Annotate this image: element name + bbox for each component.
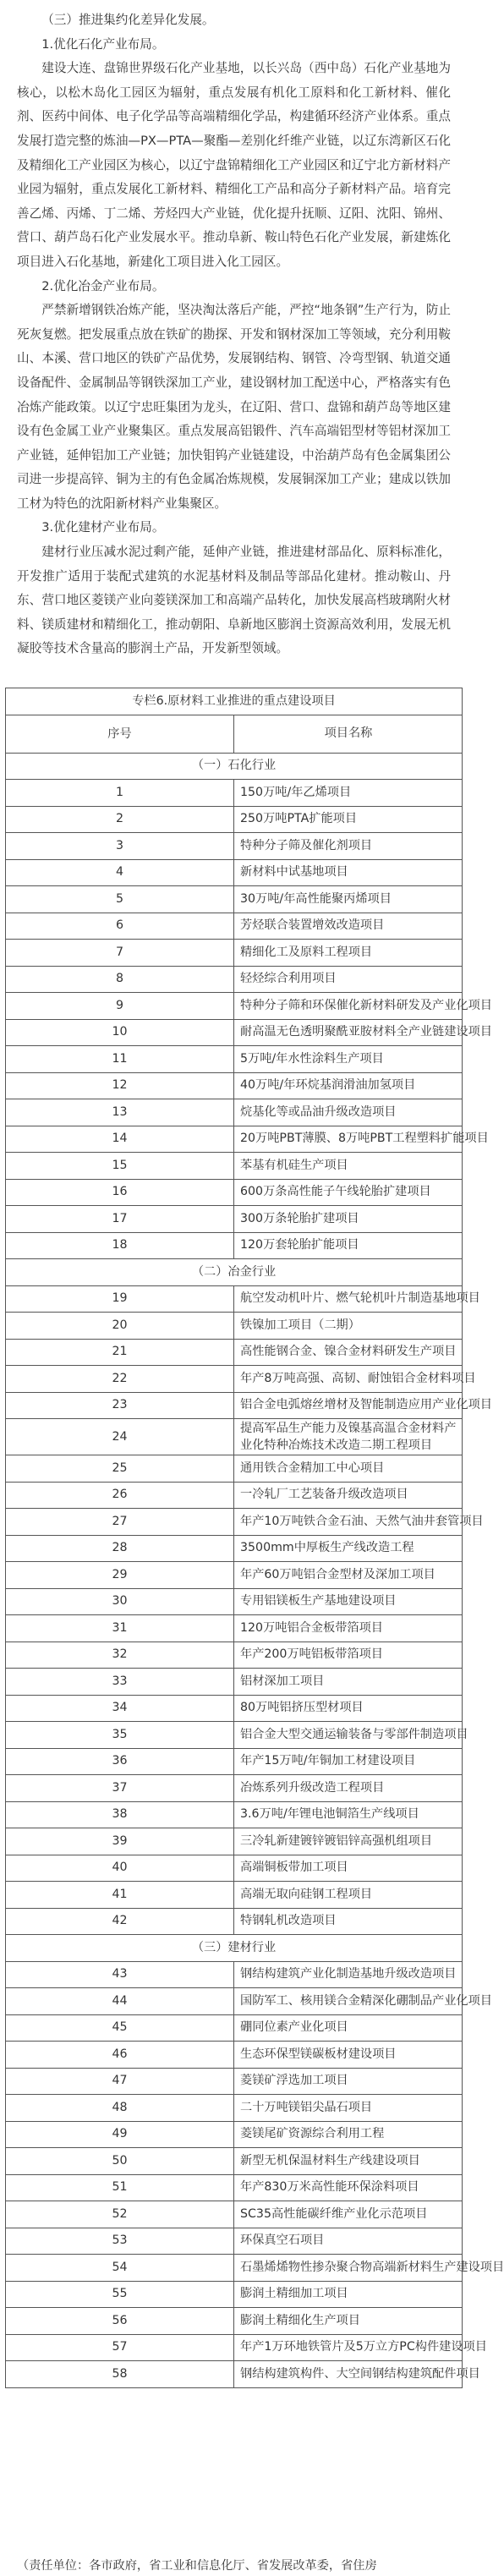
category-label: （一）石化行业 xyxy=(6,753,463,780)
row-number: 15 xyxy=(6,1153,234,1180)
table-row xyxy=(6,1339,463,1366)
project-name: 航空发动机叶片、燃气轮机叶片制造基地项目 xyxy=(234,1285,463,1313)
table-row xyxy=(6,940,463,967)
row-number: 28 xyxy=(6,1535,234,1562)
table-row xyxy=(6,1313,463,1340)
table-row xyxy=(6,1179,463,1206)
item1-body: 建设大连、盘锦世界级石化产业基地，以长兴岛（西中岛）石化产业基地为核心，以松木岛化工园区为辐射，重点发展有机化工原料和化工新材料、催化剂、医药中间体、电子化学品等高端精细化学品，构建循环经济产业体系。重点发展打造完整的炼油—PX—PTA—聚酯—差别化纤维产业链，以辽东湾新区石化及精细化工产业园区为核心，以辽宁盘锦精细化工产业园区和辽宁北方新材料产业园为辐射，重点发展化工新材料、精细化工产品和高分子新材料产品。培育完善乙烯、丙烯、丁二烯、芳烃四大产业链，优化提升抚顺、辽阳、沈阳、锦州、营口、葫芦岛石化产业发展水平。推动阜新、鞍山特色石化产业发展，新建炼化项目进入石化基地，新建化工项目进入化工园区。 xyxy=(17,61,451,269)
table-row xyxy=(6,2148,463,2175)
project-name: 年产8万吨高强、高韧、耐蚀铝合金材料项目 xyxy=(234,1366,463,1393)
project-name: 年产200万吨铝板带箔项目 xyxy=(234,1642,463,1669)
row-number: 39 xyxy=(6,1828,234,1855)
row-number: 57 xyxy=(6,2334,234,2361)
table-row xyxy=(6,1828,463,1855)
project-name: 菱镁尾矿资源综合利用工程 xyxy=(234,2121,463,2148)
row-number: 55 xyxy=(6,2281,234,2308)
item2-body: 严禁新增钢铁冶炼产能，坚决淘汰落后产能，严控“地条钢”生产行为，防止死灰复燃。把发展重点放在铁矿的勘探、开发和钢材深加工等领域，充分利用鞍山、本溪、营口地区的铁矿产品优势，发展钢结构、钢管、冷弯型钢、轨道交通设备配件、金属制品等钢铁深加工产业，建设钢材加工配送中心，严格落实有色冶炼产能政策。以辽宁忠旺集团为龙头，在辽阳、营口、盘锦和葫芦岛等地区建设有色金属工业产业聚集区。重点发展高铝锻件、汽车高端铝型材等铝材深加工产业链，延伸铝加工产业链；加快钼钨产业链建设，中治葫芦岛有色金属集团公司进一步提高锌、铜为主的有色金属冶炼规模，发展铜深加工产业；建成以铁加工材为特色的沈阳新材料产业集聚区。 xyxy=(17,303,451,511)
project-name: 高端无取向硅钢工程项目 xyxy=(234,1882,463,1909)
project-name: 苯基有机硅生产项目 xyxy=(234,1153,463,1180)
row-number: 37 xyxy=(6,1775,234,1802)
project-name: 硼同位素产业化项目 xyxy=(234,2014,463,2042)
project-name: 5万吨/年水性涂料生产项目 xyxy=(234,1046,463,1073)
table-row xyxy=(6,780,463,807)
row-number: 9 xyxy=(6,993,234,1020)
row-number: 10 xyxy=(6,1019,234,1046)
table-row xyxy=(6,2042,463,2069)
row-number: 40 xyxy=(6,1855,234,1882)
table-row xyxy=(6,2334,463,2361)
table-row xyxy=(6,1961,463,1988)
project-name: 年产830万米高性能环保涂料项目 xyxy=(234,2174,463,2201)
project-name: 高端铜板带加工项目 xyxy=(234,1855,463,1882)
project-name: 生态环保型镁碳板材建设项目 xyxy=(234,2042,463,2069)
row-number: 31 xyxy=(6,1615,234,1642)
projects-table xyxy=(5,688,504,2388)
project-name: 芳烃联合装置增效改造项目 xyxy=(234,913,463,940)
table-row xyxy=(6,886,463,913)
project-name: 80万吨铝挤压型材项目 xyxy=(234,1695,463,1722)
table-row xyxy=(6,1775,463,1802)
table-row xyxy=(6,2255,463,2282)
row-number: 8 xyxy=(6,966,234,993)
row-number: 48 xyxy=(6,2095,234,2122)
row-number: 13 xyxy=(6,1099,234,1126)
table-row xyxy=(6,2174,463,2201)
table-row xyxy=(6,1855,463,1882)
project-name: SC35高性能碳纤维产业化示范项目 xyxy=(234,2201,463,2228)
category-row xyxy=(6,1259,463,1286)
table-row xyxy=(6,2201,463,2228)
project-name: 石墨烯烯物性掺杂聚合物高端新材料生产建设项目 xyxy=(234,2255,463,2282)
project-name: 新材料中试基地项目 xyxy=(234,859,463,886)
table-row xyxy=(6,966,463,993)
table-row xyxy=(6,2014,463,2042)
project-name: 冶炼系列升级改造工程项目 xyxy=(234,1775,463,1802)
project-name: 年产15万吨/年铜加工材建设项目 xyxy=(234,1748,463,1775)
row-number: 53 xyxy=(6,2228,234,2255)
row-number: 34 xyxy=(6,1695,234,1722)
item3-heading: 3.优化建材产业布局。 xyxy=(41,520,165,535)
table-caption: 专栏6.原材料工业推进的重点建设项目 xyxy=(6,688,463,715)
project-name: 通用铁合金精加工中心项目 xyxy=(234,1455,463,1483)
category-label: （三）建材行业 xyxy=(6,1935,463,1962)
project-name: 提高军品生产能力及镍基高温合金材料产业化特种冶炼技术改造二期工程项目 xyxy=(234,1419,463,1455)
project-name: 铁镍加工项目（二期） xyxy=(234,1313,463,1340)
project-name: 600万条高性能子午线轮胎扩建项目 xyxy=(234,1179,463,1206)
row-number: 29 xyxy=(6,1562,234,1589)
table-row xyxy=(6,2228,463,2255)
project-name: 3.6万吨/年锂电池铜箔生产线项目 xyxy=(234,1801,463,1828)
table-row xyxy=(6,1801,463,1828)
project-name: 膨润土精细加工项目 xyxy=(234,2281,463,2308)
project-name: 菱镁矿浮选加工项目 xyxy=(234,2068,463,2095)
intro-text xyxy=(17,8,451,661)
project-name: 二十万吨镁铝尖晶石项目 xyxy=(234,2095,463,2122)
table-row xyxy=(6,1669,463,1696)
row-number: 12 xyxy=(6,1072,234,1099)
row-number: 42 xyxy=(6,1908,234,1935)
project-name: 钢结构建筑产业化制造基地升级改造项目 xyxy=(234,1961,463,1988)
table-header-row xyxy=(6,715,463,753)
project-name: 300万条轮胎扩建项目 xyxy=(234,1206,463,1233)
item2-heading: 2.优化冶金产业布局。 xyxy=(41,278,165,293)
table-row xyxy=(6,859,463,886)
row-number: 4 xyxy=(6,859,234,886)
table-row xyxy=(6,1509,463,1536)
project-name: 3500mm中厚板生产线改造工程 xyxy=(234,1535,463,1562)
row-number: 24 xyxy=(6,1419,234,1455)
project-name: 铝合金电弧熔丝增材及智能制造应用产业化项目 xyxy=(234,1392,463,1419)
table-row xyxy=(6,1285,463,1313)
row-number: 19 xyxy=(6,1285,234,1313)
row-number: 6 xyxy=(6,913,234,940)
row-number: 17 xyxy=(6,1206,234,1233)
row-number: 26 xyxy=(6,1482,234,1509)
row-number: 1 xyxy=(6,780,234,807)
project-name: 年产10万吨铁合金石油、天然气油井套管项目 xyxy=(234,1509,463,1536)
table-row xyxy=(6,1588,463,1615)
table-row xyxy=(6,993,463,1020)
row-number: 36 xyxy=(6,1748,234,1775)
category-row xyxy=(6,753,463,780)
table-row xyxy=(6,1019,463,1046)
project-name: 特钢轧机改造项目 xyxy=(234,1908,463,1935)
project-name: 环保真空石项目 xyxy=(234,2228,463,2255)
project-name: 膨润土精细化生产项目 xyxy=(234,2308,463,2335)
item1-heading: 1.优化石化产业布局。 xyxy=(41,36,165,52)
row-number: 56 xyxy=(6,2308,234,2335)
table-row xyxy=(6,1908,463,1935)
table-row xyxy=(6,1206,463,1233)
table-row xyxy=(6,1748,463,1775)
row-number: 32 xyxy=(6,1642,234,1669)
project-name: 烷基化等或品油升级改造项目 xyxy=(234,1099,463,1126)
table-row xyxy=(6,2121,463,2148)
row-number: 38 xyxy=(6,1801,234,1828)
project-name: 150万吨/年乙烯项目 xyxy=(234,780,463,807)
project-name: 铝合金大型交通运输装备与零部件制造项目 xyxy=(234,1722,463,1749)
row-number: 27 xyxy=(6,1509,234,1536)
row-number: 25 xyxy=(6,1455,234,1483)
project-name: 特种分子筛和环保催化新材料研发及产业化项目 xyxy=(234,993,463,1020)
row-number: 18 xyxy=(6,1232,234,1259)
row-number: 30 xyxy=(6,1588,234,1615)
table-row xyxy=(6,913,463,940)
table-row xyxy=(6,1695,463,1722)
project-name: 国防军工、核用镁合金精深化硼制品产业化项目 xyxy=(234,1988,463,2015)
row-number: 7 xyxy=(6,940,234,967)
row-number: 16 xyxy=(6,1179,234,1206)
row-number: 35 xyxy=(6,1722,234,1749)
project-name: 30万吨/年高性能聚丙烯项目 xyxy=(234,886,463,913)
row-number: 54 xyxy=(6,2255,234,2282)
project-name: 轻烃综合利用项目 xyxy=(234,966,463,993)
table-row xyxy=(6,1153,463,1180)
table-row xyxy=(6,1722,463,1749)
row-number: 2 xyxy=(6,806,234,833)
row-number: 45 xyxy=(6,2014,234,2042)
table-row xyxy=(6,1392,463,1419)
item3-body: 建材行业压减水泥过剩产能，延伸产业链，推进建材部品化、原料标准化，开发推广适用于装配式建筑的水泥基材料及制品等部品化建材。推动鞍山、丹东、营口地区菱镁产业向菱镁深加工和高端产品转化，加快发展高档玻璃附火材料、镁质建材和精细化工，推动朝阳、阜新地区膨润土资源高效利用，发展无机凝胶等技术含量高的膨润土产品，开发新型领域。 xyxy=(17,545,451,656)
row-number: 14 xyxy=(6,1126,234,1153)
row-number: 58 xyxy=(6,2361,234,2388)
row-number: 49 xyxy=(6,2121,234,2148)
row-number: 52 xyxy=(6,2201,234,2228)
table-row xyxy=(6,1455,463,1483)
project-name: 新型无机保温材料生产线建设项目 xyxy=(234,2148,463,2175)
row-number: 22 xyxy=(6,1366,234,1393)
row-number: 41 xyxy=(6,1882,234,1909)
table-row xyxy=(6,806,463,833)
table-row xyxy=(6,1882,463,1909)
project-name: 铝材深加工项目 xyxy=(234,1669,463,1696)
row-number: 5 xyxy=(6,886,234,913)
project-name: 年产1万环地铁管片及5万立方PC构件建设项目 xyxy=(234,2334,463,2361)
table-row xyxy=(6,833,463,860)
row-number: 3 xyxy=(6,833,234,860)
section-heading: （三）推进集约化差异化发展。 xyxy=(41,13,215,27)
table-row xyxy=(6,1419,463,1455)
row-number: 21 xyxy=(6,1339,234,1366)
row-number: 46 xyxy=(6,2042,234,2069)
table-row xyxy=(6,1482,463,1509)
row-number: 51 xyxy=(6,2174,234,2201)
project-name: 年产60万吨铝合金型材及深加工项目 xyxy=(234,1562,463,1589)
project-name: 耐高温无色透明聚酰亚胺材料全产业链建设项目 xyxy=(234,1019,463,1046)
table-row xyxy=(6,1046,463,1073)
table-row xyxy=(6,1535,463,1562)
table-row xyxy=(6,1988,463,2015)
table-row xyxy=(6,1642,463,1669)
table-row xyxy=(6,2095,463,2122)
header-num: 序号 xyxy=(6,715,234,753)
row-number: 47 xyxy=(6,2068,234,2095)
row-number: 50 xyxy=(6,2148,234,2175)
table-row xyxy=(6,1072,463,1099)
row-number: 11 xyxy=(6,1046,234,1073)
project-name: 专用铝镁板生产基地建设项目 xyxy=(234,1588,463,1615)
table-row xyxy=(6,1562,463,1589)
category-label: （二）冶金行业 xyxy=(6,1259,463,1286)
project-name: 250万吨PTA扩能项目 xyxy=(234,806,463,833)
table-row xyxy=(6,1366,463,1393)
table-row xyxy=(6,1615,463,1642)
table-row xyxy=(6,1126,463,1153)
project-name: 特种分子筛及催化剂项目 xyxy=(234,833,463,860)
table-caption-row xyxy=(6,688,463,715)
table-row xyxy=(6,2361,463,2388)
project-name: 高性能钢合金、镍合金材料研发生产项目 xyxy=(234,1339,463,1366)
row-number: 23 xyxy=(6,1392,234,1419)
project-name: 钢结构建筑构件、大空间钢结构建筑配件项目 xyxy=(234,2361,463,2388)
table-row xyxy=(6,2068,463,2095)
project-name: 三冷轧新建镀锌镀铝锌高强机组项目 xyxy=(234,1828,463,1855)
table-row xyxy=(6,2308,463,2335)
project-name: 120万套轮胎扩能项目 xyxy=(234,1232,463,1259)
table-row xyxy=(6,1099,463,1126)
table-row xyxy=(6,2281,463,2308)
category-row xyxy=(6,1935,463,1962)
row-number: 43 xyxy=(6,1961,234,1988)
project-name: 120万吨铝合金板带箔项目 xyxy=(234,1615,463,1642)
project-name: 精细化工及原料工程项目 xyxy=(234,940,463,967)
row-number: 20 xyxy=(6,1313,234,1340)
table-row xyxy=(6,1232,463,1259)
row-number: 44 xyxy=(6,1988,234,2015)
row-number: 33 xyxy=(6,1669,234,1696)
project-name: 20万吨PBT薄膜、8万吨PBT工程塑料扩能项目 xyxy=(234,1126,463,1153)
project-name: 一冷轧厂工艺装备升级改造项目 xyxy=(234,1482,463,1509)
header-name: 项目名称 xyxy=(234,715,463,753)
project-name: 40万吨/年环烷基润滑油加氢项目 xyxy=(234,1072,463,1099)
responsibility-note: （责任单位：各市政府，省工业和信息化厅、省发展改革委，省住房 xyxy=(17,2559,377,2573)
